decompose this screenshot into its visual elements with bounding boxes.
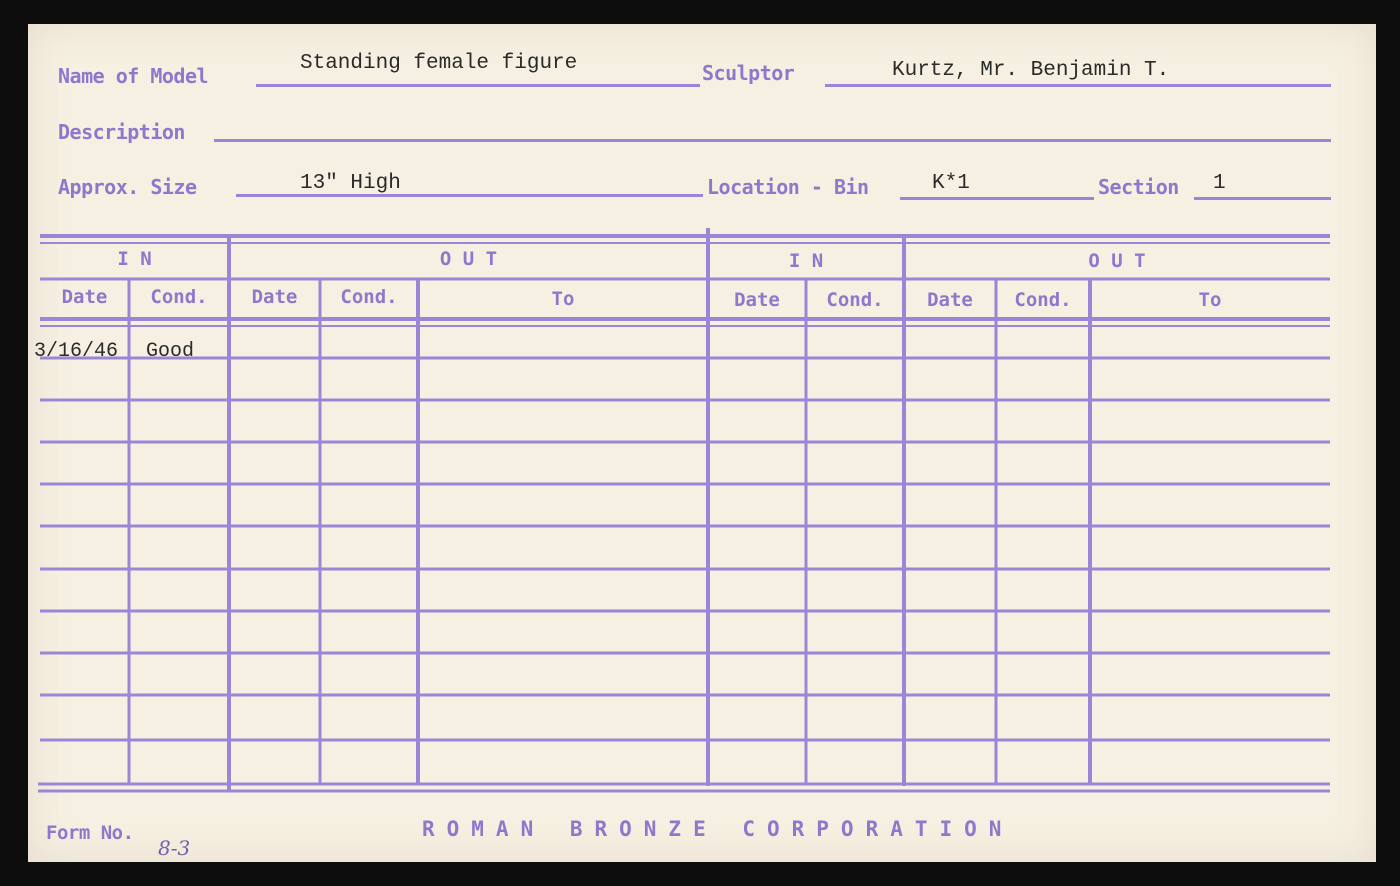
row-1-in-cond: Good — [146, 340, 195, 363]
sculptor-label: Sculptor — [702, 61, 795, 85]
column-header-cond: Cond. — [826, 289, 884, 311]
location-bin-label: Location - Bin — [707, 175, 869, 199]
column-header-to: To — [551, 288, 575, 310]
group-header-out-left: O U T — [439, 248, 498, 270]
inventory-table-grid — [28, 24, 1376, 862]
record-card — [28, 24, 1376, 862]
column-header-to: To — [1198, 289, 1222, 311]
group-header-in-left: I N — [117, 248, 152, 270]
column-header-cond: Cond. — [150, 286, 208, 308]
description-label: Description — [58, 120, 185, 144]
approx-size-value: 13" High — [300, 172, 401, 195]
section-value: 1 — [1213, 172, 1226, 195]
group-header-out-right: O U T — [1088, 250, 1146, 272]
name-of-model-value: Standing female figure — [300, 52, 578, 75]
form-no-value: 8-3 — [158, 836, 191, 860]
location-bin-value: K*1 — [932, 172, 970, 195]
approx-size-label: Approx. Size — [58, 175, 197, 199]
sculptor-value: Kurtz, Mr. Benjamin T. — [892, 59, 1170, 82]
column-header-cond: Cond. — [340, 286, 398, 308]
column-header-date: Date — [61, 286, 108, 308]
column-header-date: Date — [734, 289, 780, 311]
name-of-model-label: Name of Model — [58, 64, 209, 88]
column-header-date: Date — [927, 289, 973, 311]
column-header-date: Date — [251, 286, 298, 308]
column-header-cond: Cond. — [1014, 289, 1072, 311]
form-no-label: Form No. — [46, 822, 134, 844]
group-header-in-right: I N — [788, 250, 824, 272]
company-name: ROMAN BRONZE CORPORATION — [422, 817, 1014, 841]
section-label: Section — [1098, 175, 1179, 199]
row-1-in-date: 3/16/46 — [34, 340, 119, 363]
